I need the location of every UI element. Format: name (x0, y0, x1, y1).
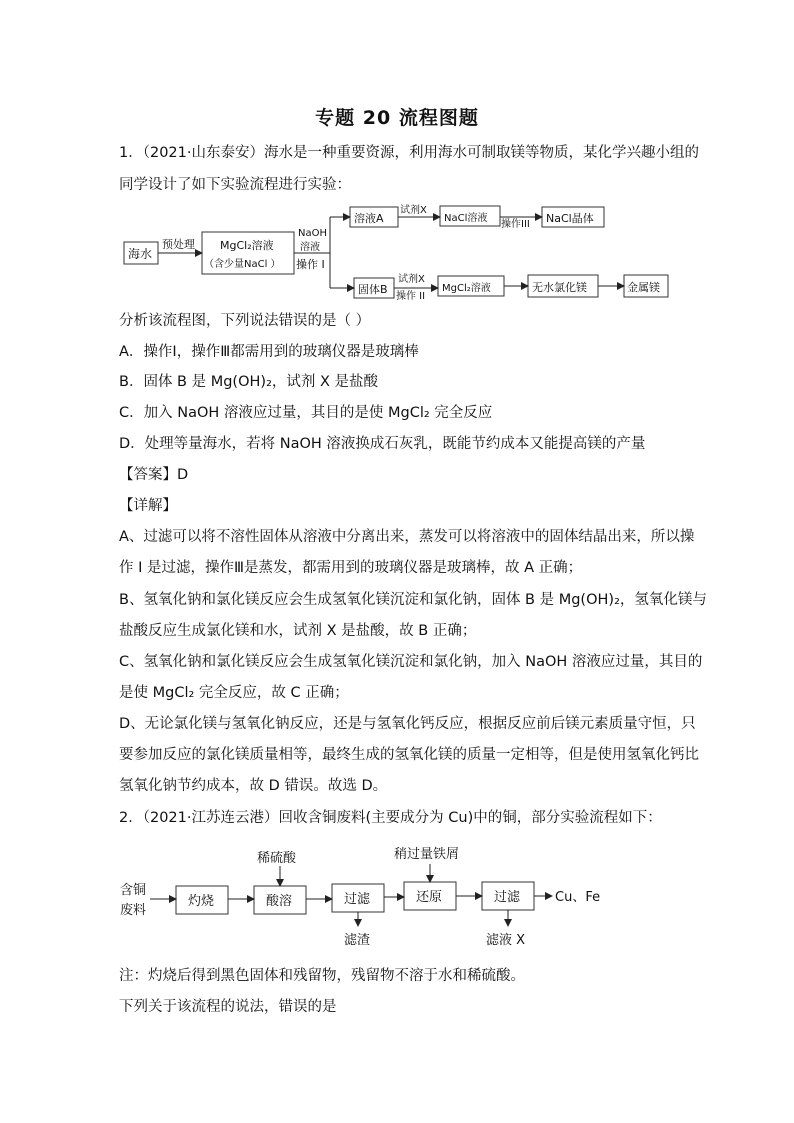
naoh-label-2: 溶液 (300, 242, 320, 253)
nacl-solution-box: NaCl溶液 (444, 213, 488, 224)
pretreat-label: 预处理 (162, 238, 195, 251)
q1-detail-line: 要参加反应的氯化镁质量相等，最终生成的氢氧化镁的质量一定相等，但是使用氢氧化钙比 (119, 747, 699, 763)
residue-label: 滤渣 (344, 933, 371, 948)
filtrate-x-label: 滤液 X (486, 933, 526, 948)
q1-detail-line: 盐酸反应生成氯化镁和水，试剂 X 是盐酸，故 B 正确； (119, 623, 477, 639)
iron-label: 稍过量铁屑 (394, 847, 460, 862)
q2-question: 下列关于该流程的说法，错误的是 (119, 999, 337, 1015)
q1-stem-line1: 1．（2021·山东泰安）海水是一种重要资源，利用海水可制取镁等物质，某化学兴趣小组的 (119, 145, 699, 161)
q1-option-d: D．处理等量海水，若将 NaOH 溶液换成石灰乳，既能节约成本又能提高镁的产量 (119, 436, 646, 452)
page-title: 专题 20 流程图题 (315, 107, 479, 129)
filter1-box: 过滤 (344, 892, 371, 907)
q1-stem-line2: 同学设计了如下实验流程进行实验： (119, 177, 351, 193)
q1-detail-line: 是使 MgCl₂ 完全反应，故 C 正确； (119, 685, 349, 701)
mgcl2-box-line2: （含少量NaCl ） (204, 259, 281, 270)
metal-mg-box: 金属镁 (627, 281, 660, 294)
q1-detail-line: A、过滤可以将不溶性固体从溶液中分离出来，蒸发可以将溶液中的固体结晶出来，所以操 (119, 529, 695, 545)
q1-detail-line: B、氢氧化钠和氯化镁反应会生成氢氧化镁沉淀和氯化钠，固体 B 是 Mg(OH)₂，氢氧化镁与 (119, 592, 707, 608)
q1-question: 分析该流程图，下列说法错误的是（ ） (119, 313, 371, 329)
nacl-crystal-box: NaCl晶体 (546, 212, 594, 225)
q2-stem: 2．（2021·江苏连云港）回收含铜废料(主要成分为 Cu)中的铜，部分实验流程如下： (119, 810, 662, 826)
reduce-box: 还原 (416, 890, 443, 905)
naoh-label-1: NaOH (298, 228, 327, 239)
op3-label: 操作III (501, 219, 530, 230)
q1-detail-label: 【详解】 (119, 498, 177, 514)
q1-detail-line: 氢氧化钠节约成本，故 D 错误。故选 D。 (119, 778, 388, 794)
product-label: Cu、Fe (555, 890, 601, 905)
q1-detail-line: D、无论氯化镁与氢氧化钠反应，还是与氢氧化钙反应，根据反应前后镁元素质量守恒，只 (119, 716, 696, 732)
mgcl2-solution-box: MgCl₂溶液 (442, 283, 491, 294)
solid-b-box: 固体B (358, 283, 388, 296)
waste-label-1: 含铜 (120, 883, 147, 898)
op2-label: 操作 II (396, 291, 426, 302)
op1-label: 操作 I (296, 258, 325, 271)
mgcl2-box-line1: MgCl₂溶液 (220, 239, 274, 252)
filter2-box: 过滤 (494, 890, 521, 905)
solution-a-box: 溶液A (354, 212, 384, 225)
q1-option-a: A．操作Ⅰ，操作Ⅲ都需用到的玻璃仪器是玻璃棒 (119, 344, 419, 360)
dilute-acid-label: 稀硫酸 (257, 851, 297, 866)
q1-flow-diagram (118, 200, 678, 305)
q1-option-c: C．加入 NaOH 溶液应过量，其目的是使 MgCl₂ 完全反应 (119, 405, 493, 421)
burn-box: 灼烧 (188, 894, 215, 909)
q2-note: 注：灼烧后得到黑色固体和残留物，残留物不溶于水和稀硫酸。 (119, 968, 525, 984)
waste-label-2: 废料 (120, 903, 147, 918)
reagent-x-top: 试剂X (400, 205, 427, 216)
q1-detail-line: C、氢氧化钠和氯化镁反应会生成氢氧化镁沉淀和氯化钠，加入 NaOH 溶液应过量，其目的 (119, 654, 703, 670)
q1-answer: 【答案】D (119, 467, 189, 483)
q1-option-b: B．固体 B 是 Mg(OH)₂，试剂 X 是盐酸 (119, 374, 379, 390)
q1-detail-line: 作 I 是过滤，操作Ⅲ是蒸发，都需用到的玻璃仪器是玻璃棒，故 A 正确； (119, 560, 583, 576)
anhydrous-mgcl2-box: 无水氯化镁 (532, 281, 587, 294)
q2-flow-diagram (118, 842, 618, 954)
reagent-x-bottom: 试剂X (398, 274, 425, 285)
acid-dissolve-box: 酸溶 (266, 894, 293, 909)
seawater-box: 海水 (128, 247, 153, 261)
